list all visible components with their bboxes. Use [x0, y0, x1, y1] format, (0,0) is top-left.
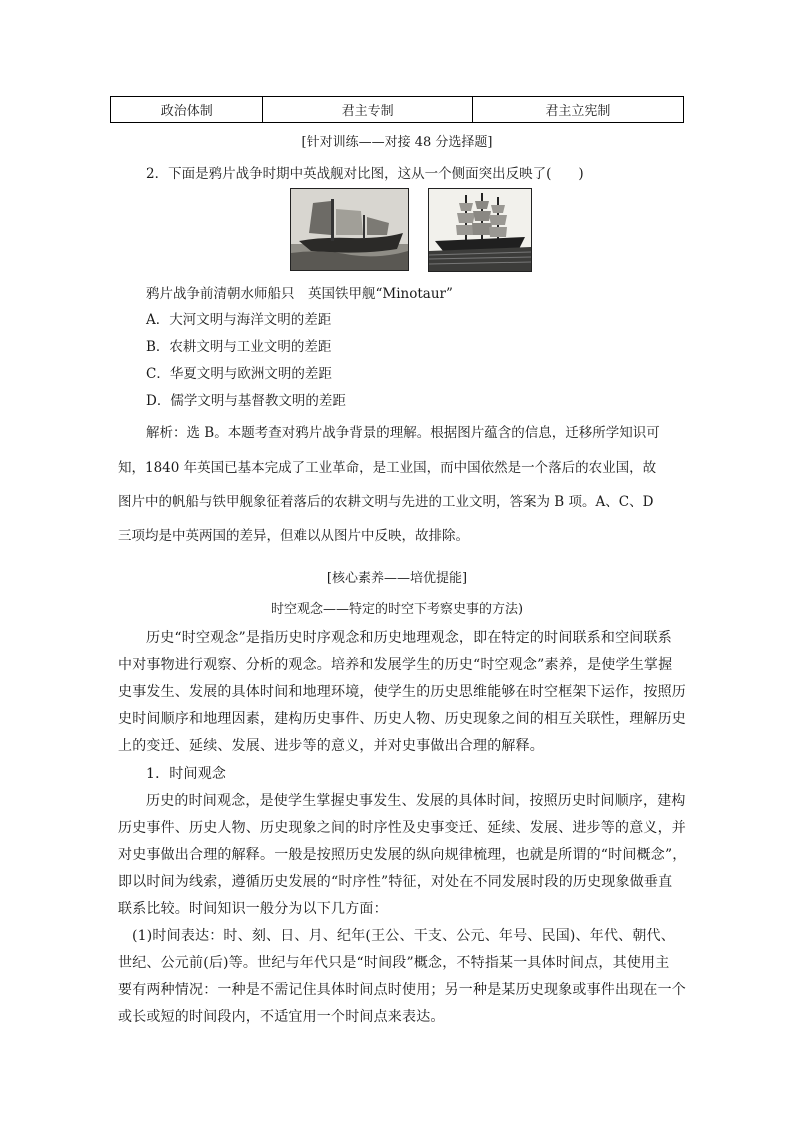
option-c: C．华夏文明与欧洲文明的差距 — [146, 366, 332, 382]
analysis-line: 图片中的帆船与铁甲舰象征着落后的农耕文明与先进的工业文明，答案为 B 项。A、C、D — [118, 494, 654, 510]
paragraph-line: 世纪、公元前(后)等。世纪与年代只是“时间段”概念，不特指某一具体时间点，其使用主 — [118, 955, 670, 971]
paragraph-line: 即以时间为线索，遵循历史发展的“时序性”特征，对处在不同发展时段的历史现象做垂直 — [118, 874, 673, 890]
political-system-table-row — [110, 96, 684, 123]
paragraph-line: 历史的时间观念，是使学生掌握史事发生、发展的具体时间，按照历史时间顺序，建构 — [146, 793, 686, 809]
question-stem: 2．下面是鸦片战争时期中英战舰对比图，这从一个侧面突出反映了( ) — [146, 166, 584, 182]
paragraph-line: 史事发生、发展的具体时间和地理环境，使学生的历史思维能够在时空框架下运作，按照历 — [118, 684, 686, 700]
option-a: A．大河文明与海洋文明的差距 — [146, 312, 332, 328]
analysis-line: 知，1840 年英国已基本完成了工业革命，是工业国，而中国依然是一个落后的农业国，故 — [118, 460, 657, 476]
paragraph-line: 联系比较。时间知识一般分为以下几方面： — [118, 901, 388, 917]
qing-junk-photo — [290, 188, 409, 271]
paragraph-line: 历史“时空观念”是指历史时序观念和历史地理观念，即在特定的时间联系和空间联系 — [146, 630, 672, 646]
table-cell-absolute-monarchy: 君主专制 — [263, 97, 472, 122]
section-subheading: 时空观念——特定的时空下考察史事的方法) — [270, 602, 524, 617]
british-warship-photo — [428, 188, 532, 272]
option-d: D．儒学文明与基督教文明的差距 — [146, 393, 346, 409]
analysis-line: 解析：选 B。本题考查对鸦片战争背景的理解。根据图片蕴含的信息，迁移所学知识可 — [146, 425, 660, 441]
section-title-time-concept: 1．时间观念 — [146, 766, 227, 782]
paragraph-line: 或长或短的时间段内，不适宜用一个时间点来表达。 — [118, 1009, 445, 1025]
table-cell-constitutional-monarchy: 君主立宪制 — [545, 104, 611, 119]
paragraph-line: 史时间顺序和地理因素，建构历史事件、历史人物、历史现象之间的相互关联性，理解历史 — [118, 711, 686, 727]
table-cell-system: 政治体制 — [111, 97, 263, 122]
training-heading: [针对训练——对接 48 分选择题] — [301, 135, 493, 150]
image-caption: 鸦片战争前清朝水师船只 英国铁甲舰“Minotaur” — [146, 286, 453, 302]
paragraph-line: 对史事做出合理的解释。一般是按照历史发展的纵向规律梳理，也就是所谓的“时间概念”， — [118, 847, 687, 863]
core-literacy-heading: [核心素养——培优提能] — [326, 571, 468, 586]
paragraph-line: 上的变迁、延续、发展、进步等的意义，并对史事做出合理的解释。 — [118, 738, 544, 754]
analysis-line: 三项均是中英两国的差异，但难以从图片中反映，故排除。 — [118, 528, 469, 544]
paragraph-line: (1)时间表达：时、刻、日、月、纪年(王公、干支、公元、年号、民国)、年代、朝代、 — [132, 928, 675, 944]
paragraph-line: 要有两种情况：一种是不需记住具体时间点时使用；另一种是某历史现象或事件出现在一个 — [118, 982, 686, 998]
paragraph-line: 历史事件、历史人物、历史现象之间的时序性及史事变迁、延续、发展、进步等的意义，并 — [118, 820, 686, 836]
paragraph-line: 中对事物进行观察、分析的观念。培养和发展学生的历史“时空观念”素养，是使学生掌握 — [118, 657, 673, 673]
option-b: B．农耕文明与工业文明的差距 — [146, 339, 332, 355]
